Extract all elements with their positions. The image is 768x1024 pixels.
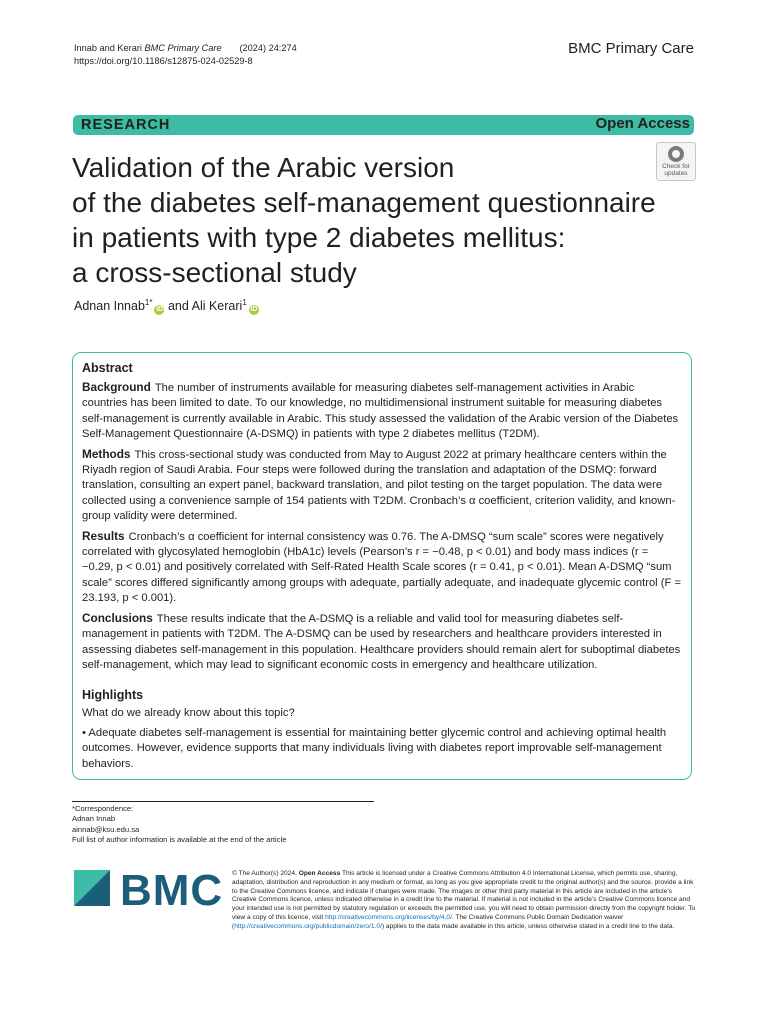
section-text: Cronbach’s α coefficient for internal consistency was 0.76. The A-DMSQ “sum scale” scores were negatively correlated with glycosylated hemoglobin (HbA1c) levels (Pearson’s r = −0.48, p < 0.01) and body mass indices (r = −0.29, p < 0.01) and positively correlated with Self-Rated Health Scale scores (r = 0.41, p < 0.01). Mean A-DSMQ “sum scale” scores differed significantly among groups with adequate, partially adequate, and inadequate glycemic control (F = 23.193, p < 0.001).	[82, 530, 681, 605]
abstract-section-background	[82, 380, 682, 443]
correspondence-footnote	[72, 804, 286, 845]
correspondence-name: Adnan Innab	[72, 814, 116, 824]
title-line: Validation of the Arabic version	[72, 152, 455, 183]
affiliation-note: Full list of author information is available at the end of the article	[72, 834, 287, 844]
license-link-cc-by[interactable]: http://creativecommons.org/licenses/by/4.0/	[325, 913, 452, 921]
title-line: a cross-sectional study	[72, 257, 357, 288]
license-prefix: © The Author(s) 2024.	[232, 870, 297, 877]
author-list	[74, 298, 259, 315]
footnote-divider	[72, 801, 374, 802]
author-affiliation-sup: 1*	[144, 298, 153, 307]
section-text: These results indicate that the A-DSMQ is a reliable and valid tool for measuring diabetes self-management in patients with T2DM. The A-DSMQ can be used by researchers and healthcare providers interested in assessing diabetes self-management in this population. Healthcare providers should remain alert for suboptimal diabetes self-management, which may lead to significant economic costs in emergency and healthcare utilization.	[82, 612, 681, 671]
bmc-logo-text: BMC	[120, 866, 224, 915]
header-authors: Innab and Kerari	[74, 43, 142, 53]
author-affiliation-sup: 1	[242, 298, 247, 307]
author-name[interactable]: Ali Kerari	[191, 299, 243, 314]
abstract-box	[72, 352, 692, 780]
check-updates-line2: updates	[664, 170, 688, 177]
section-label: Methods	[82, 446, 131, 461]
title-line: of the diabetes self-management questionnaire	[72, 187, 656, 218]
section-label: Background	[82, 380, 151, 394]
orcid-icon[interactable]: iD	[250, 306, 258, 314]
section-text: This cross-sectional study was conducted from May to August 2022 at primary healthcare centers within the Riyadh region of Saudi Arabia. Four steps were followed during the translation and adaptation of the DSMQ: forward translation, consulting an expert panel, backward translation, and pilot testing on the target population. The data were collected using a convenience sample of 154 patients with T2DM. Cronbach’s α coefficient, criterion validity, and known-group validity were determined.	[82, 448, 676, 523]
section-label: Results	[82, 528, 125, 543]
check-updates-icon	[668, 146, 684, 162]
highlights-bullet: • Adequate diabetes self-management is essential for maintaining better glycemic control and achieving optimal health outcomes. However, evidence supports that many individuals living with diabetes report improvable self-management behaviors.	[82, 726, 667, 770]
journal-name: BMC Primary Care	[568, 40, 694, 57]
research-label: RESEARCH	[81, 117, 171, 133]
license-open-access: Open Access	[298, 870, 341, 877]
check-updates-line1: Check for	[662, 163, 690, 170]
highlights-heading: Highlights	[82, 688, 144, 703]
license-body-1: This article is licensed under a Creative Commons Attribution 4.0 International License, which permits use, sharing, adaptation, distribution and reproduction in any medium or format, as long as you give appropriate credit to the original author(s) and the source, provide a link to the Creative Commons licence, and indicate if changes were made. The images or other third party material in this article are included in the article’s Creative Commons licence, unless indicated otherwise in a credit line to the material. If material is not included in the article’s Creative Commons licence and your intended use is not permitted by statutory regulation or exceeds the permitted use, you will need to obtain permission directly from the copyright holder. To view a copy of this licence, visit	[232, 870, 696, 921]
author-name[interactable]: Adnan Innab	[74, 299, 145, 314]
license-body-2: . The Creative Commons Public Domain Dedication waiver (	[232, 913, 624, 930]
header-citation	[74, 42, 297, 68]
article-title	[72, 150, 672, 290]
article-type-banner	[73, 115, 694, 135]
abstract-section-methods	[82, 447, 682, 525]
author-connector: and	[167, 299, 189, 314]
highlights-question: What do we already know about this topic?	[82, 707, 295, 720]
abstract-heading: Abstract	[82, 361, 133, 375]
correspondence-email[interactable]: ainnab@ksu.edu.sa	[72, 824, 140, 834]
license-statement	[232, 870, 696, 932]
orcid-icon[interactable]: iD	[155, 306, 163, 314]
license-link-cc-zero[interactable]: http://creativecommons.org/publicdomain/zero/1.0/	[234, 922, 382, 930]
open-access-label: Open Access	[595, 115, 690, 132]
check-for-updates-badge[interactable]	[656, 142, 696, 181]
license-body-3: ) applies to the data made available in this article, unless otherwise stated in a credit line to the data.	[381, 922, 675, 930]
title-line: in patients with type 2 diabetes mellitus:	[72, 222, 566, 253]
section-text: The number of instruments available for measuring diabetes self-management activities in Arabic countries has been limited to date. To our knowledge, no multidimensional instrument suitable for measuring diabetes self-management is currently available in Arabic. This study assessed the validation of the Arabic version of the Diabetes Self-Management Questionnaire (A-DSMQ) in patients with type 2 diabetes mellitus (T2DM).	[82, 382, 679, 441]
header-journal: BMC Primary Care	[144, 43, 222, 53]
abstract-section-conclusions	[82, 611, 682, 674]
abstract-section-results	[82, 529, 682, 607]
header-citation-number: (2024) 24:274	[239, 43, 297, 53]
section-label: Conclusions	[82, 610, 153, 625]
doi-link[interactable]: https://doi.org/10.1186/s12875-024-02529-8	[74, 56, 253, 66]
correspondence-label: *Correspondence:	[72, 804, 134, 813]
